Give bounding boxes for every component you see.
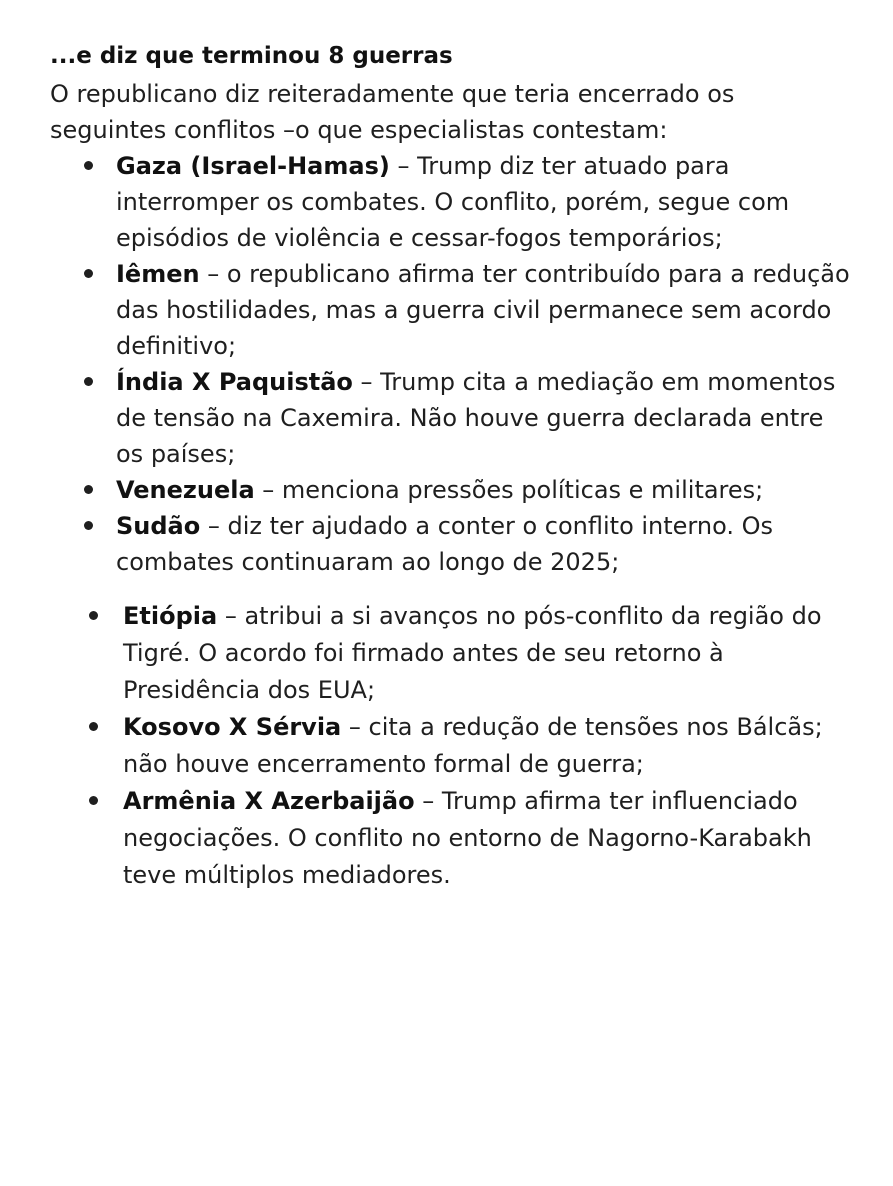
bullet-icon [89, 611, 98, 620]
list-item-term: Iêmen [116, 260, 200, 288]
list-item-term: Kosovo X Sérvia [123, 713, 342, 741]
list-item-text: – menciona pressões políticas e militares; [254, 476, 764, 504]
section-heading: ...e diz que terminou 8 guerras [50, 43, 453, 69]
bullet-icon [84, 485, 93, 494]
bullet-icon [84, 521, 93, 530]
list-item-venezuela [50, 472, 850, 508]
conflict-list-continued [50, 598, 850, 894]
list-item-text: – Trump cita a mediação em momentos de tensão na Caxemira. Não houve guerra declarada entre os países; [116, 368, 836, 468]
list-item-text: – cita a redução de tensões nos Bálcãs; não houve encerramento formal de guerra; [123, 713, 823, 778]
list-item-sudao [50, 508, 850, 580]
list-item-etiopia [50, 598, 850, 709]
list-item-text: – diz ter ajudado a conter o conflito interno. Os combates continuaram ao longo de 2025; [116, 512, 773, 576]
list-item-term: Armênia X Azerbaijão [123, 787, 415, 815]
list-item-armenia-azerbaijao [50, 783, 850, 894]
list-item-text: – o republicano afirma ter contribuído para a redução das hostilidades, mas a guerra civil permanece sem acordo definitivo; [116, 260, 850, 360]
list-item-text: – atribui a si avanços no pós-conflito da região do Tigré. O acordo foi firmado antes de seu retorno à Presidência dos EUA; [123, 602, 822, 704]
list-item-term: Sudão [116, 512, 201, 540]
bullet-icon [84, 269, 93, 278]
list-item-gaza [50, 148, 850, 256]
bullet-icon [89, 722, 98, 731]
list-item-iemen [50, 256, 850, 364]
bullet-icon [84, 377, 93, 386]
article-body [50, 40, 850, 894]
list-item-term: Gaza (Israel-Hamas) [116, 152, 390, 180]
list-item-kosovo-servia [50, 709, 850, 783]
list-item-term: Índia X Paquistão [116, 368, 353, 396]
list-item-text: – Trump diz ter atuado para interromper os combates. O conflito, porém, segue com episódios de violência e cessar-fogos temporários; [116, 152, 790, 252]
bullet-icon [84, 161, 93, 170]
conflict-list [50, 148, 850, 580]
intro-paragraph: O republicano diz reiteradamente que teria encerrado os seguintes conflitos –o que especialistas contestam: [50, 80, 735, 144]
bullet-icon [89, 796, 98, 805]
list-item-term: Etiópia [123, 602, 218, 630]
list-item-term: Venezuela [116, 476, 255, 504]
list-item-text: – Trump afirma ter influenciado negociações. O conflito no entorno de Nagorno-Karabakh teve múltiplos mediadores. [123, 787, 812, 889]
list-item-india-paquistao [50, 364, 850, 472]
